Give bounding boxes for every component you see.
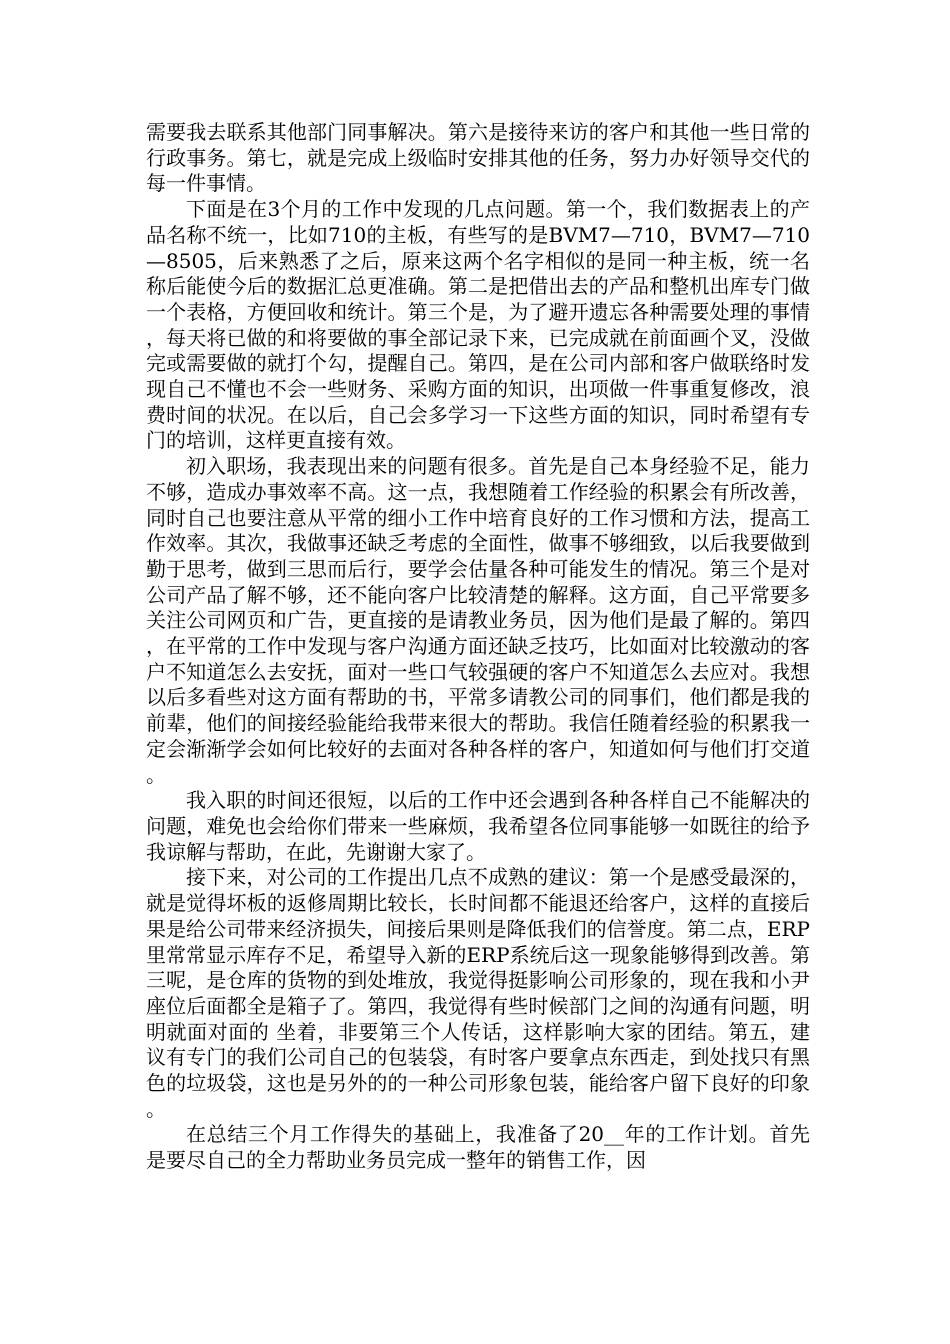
paragraph-personal-shortcomings: 初入职场，我表现出来的问题有很多。首先是自己本身经验不足，能力不够，造成办事效率不高。这一点，我想随着工作经验的积累会有所改善，同时自己也要注意从平常的细小工作中培育良好的工作习惯和方法，提高工作效率。其次，我做事还缺乏考虑的全面性，做事不够细致，以后我要做到勤于思考，做到三思而后行，要学会估量各种可能发生的情况。第三个是对公司产品了解不够，还不能向客户比较清楚的解释。这方面，自己平常要多关注公司网页和广告，更直接的是请教业务员，因为他们是最了解的。第四，在平常的工作中发现与客户沟通方面还缺乏技巧，比如面对比较激动的客户不知道怎么去安抚，面对一些口气较强硬的客户不知道怎么去应对。我想以后多看些对这方面有帮助的书，平常多请教公司的同事们，他们都是我的前辈，他们的间接经验能给我带来很大的帮助。我信任随着经验的积累我一定会渐渐学会如何比较好的去面对各种各样的客户，知道如何与他们打交道。 xyxy=(146,454,810,787)
paragraph-work-plan: 在总结三个月工作得失的基础上，我准备了20__年的工作计划。首先是要尽自己的全力帮助业务员完成一整年的销售工作，因 xyxy=(146,1122,810,1173)
document-page xyxy=(146,120,810,1174)
paragraph-request-understanding: 我入职的时间还很短，以后的工作中还会遇到各种各样自己不能解决的问题，难免也会给你们带来一些麻烦，我希望各位同事能够一如既往的给予我谅解与帮助，在此，先谢谢大家了。 xyxy=(146,788,810,864)
paragraph-continued-duties: 需要我去联系其他部门同事解决。第六是接待来访的客户和其他一些日常的行政事务。第七，就是完成上级临时安排其他的任务，努力办好领导交代的每一件事情。 xyxy=(146,120,810,196)
paragraph-problems-found: 下面是在3个月的工作中发现的几点问题。第一个，我们数据表上的产品名称不统一，比如710的主板，有些写的是BVM7—710，BVM7—710—8505，后来熟悉了之后，原来这两个名字相似的是同一种主板，统一名称后能使今后的数据汇总更准确。第二是把借出去的产品和整机出库专门做一个表格，方便回收和统计。第三个是，为了避开遗忘各种需要处理的事情，每天将已做的和将要做的事全部记录下来，已完成就在前面画个叉，没做完或需要做的就打个勾，提醒自己。第四，是在公司内部和客户做联络时发现自己不懂也不会一些财务、采购方面的知识，出项做一件事重复修改，浪费时间的状况。在以后，自己会多学习一下这些方面的知识，同时希望有专门的培训，这样更直接有效。 xyxy=(146,197,810,453)
paragraph-suggestions: 接下来，对公司的工作提出几点不成熟的建议：第一个是感受最深的，就是觉得坏板的返修周期比较长，长时间都不能退还给客户，这样的直接后果是给公司带来经济损失，间接后果则是降低我们的信誉度。第二点，ERP里常常显示库存不足，希望导入新的ERP系统后这一现象能够得到改善。第三呢，是仓库的货物的到处堆放，我觉得挺影响公司形象的，现在我和小尹座位后面都全是箱子了。第四，我觉得有些时候部门之间的沟通有问题，明明就面对面的 坐着，非要第三个人传话，这样影响大家的团结。第五，建议有专门的我们公司自己的包装袋，有时客户要拿点东西走，到处找只有黑色的垃圾袋，这也是另外的的一种公司形象包装，能给客户留下良好的印象。 xyxy=(146,865,810,1121)
